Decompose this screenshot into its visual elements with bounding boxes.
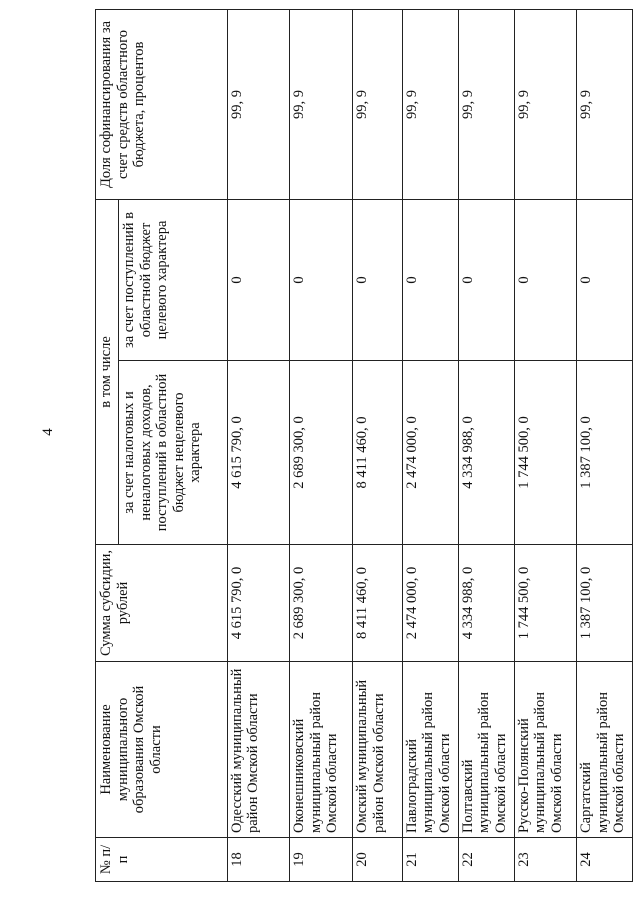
row-target: 0: [514, 200, 577, 361]
page-number: 4: [40, 428, 56, 436]
row-tax: 8 411 460, 0: [353, 361, 403, 545]
header-num: № п/п: [96, 838, 228, 882]
header-including: в том числе: [96, 200, 119, 545]
row-num: 20: [353, 838, 403, 882]
header-tax: за счет налоговых и неналоговых доходов, поступлений в областной бюджет нецелевого характера: [119, 361, 227, 545]
row-share: 99, 9: [290, 10, 353, 200]
row-target: 0: [227, 200, 290, 361]
row-name: Павлоградский муниципальный район Омской области: [402, 662, 458, 838]
row-tax: 2 474 000, 0: [402, 361, 458, 545]
table-row: [577, 10, 633, 882]
row-num: 21: [402, 838, 458, 882]
row-share: 99, 9: [514, 10, 577, 200]
header-sum: Сумма субсидии, рублей: [96, 545, 228, 662]
row-num: 23: [514, 838, 577, 882]
table-row: [353, 10, 403, 882]
row-share: 99, 9: [402, 10, 458, 200]
row-target: 0: [353, 200, 403, 361]
row-sum: 4 615 790, 0: [227, 545, 290, 662]
row-share: 99, 9: [458, 10, 514, 200]
row-name: Полтавский муниципальный район Омской области: [458, 662, 514, 838]
header-name: Наименование муниципального образования Омской области: [96, 662, 228, 838]
row-num: 24: [577, 838, 633, 882]
table-row: [290, 10, 353, 882]
row-target: 0: [577, 200, 633, 361]
row-num: 19: [290, 838, 353, 882]
table-row: [458, 10, 514, 882]
row-num: 18: [227, 838, 290, 882]
row-name: Русско-Полянский муниципальный район Омской области: [514, 662, 577, 838]
header-target: за счет поступлений в областной бюджет целевого характера: [119, 200, 227, 361]
table-row: [227, 10, 290, 882]
row-name: Оконешниковский муниципальный район Омской области: [290, 662, 353, 838]
header-share: Доля софинансирования за счет средств областного бюджета, процентов: [96, 10, 228, 200]
row-sum: 4 334 988, 0: [458, 545, 514, 662]
row-sum: 1 387 100, 0: [577, 545, 633, 662]
row-share: 99, 9: [577, 10, 633, 200]
row-name: Омский муниципальный район Омской области: [353, 662, 403, 838]
row-tax: 2 689 300, 0: [290, 361, 353, 545]
row-sum: 8 411 460, 0: [353, 545, 403, 662]
row-tax: 4 334 988, 0: [458, 361, 514, 545]
row-sum: 2 689 300, 0: [290, 545, 353, 662]
row-num: 22: [458, 838, 514, 882]
row-share: 99, 9: [227, 10, 290, 200]
row-target: 0: [290, 200, 353, 361]
row-name: Одесский муниципальный район Омской области: [227, 662, 290, 838]
rotated-table-wrapper: [95, 10, 633, 882]
table-row: [402, 10, 458, 882]
row-tax: 1 387 100, 0: [577, 361, 633, 545]
row-sum: 1 744 500, 0: [514, 545, 577, 662]
row-sum: 2 474 000, 0: [402, 545, 458, 662]
row-share: 99, 9: [353, 10, 403, 200]
row-tax: 4 615 790, 0: [227, 361, 290, 545]
table-row: [514, 10, 577, 882]
row-target: 0: [402, 200, 458, 361]
row-target: 0: [458, 200, 514, 361]
row-name: Саргатский муниципальный район Омской области: [577, 662, 633, 838]
row-tax: 1 744 500, 0: [514, 361, 577, 545]
subsidy-table: [95, 9, 633, 882]
